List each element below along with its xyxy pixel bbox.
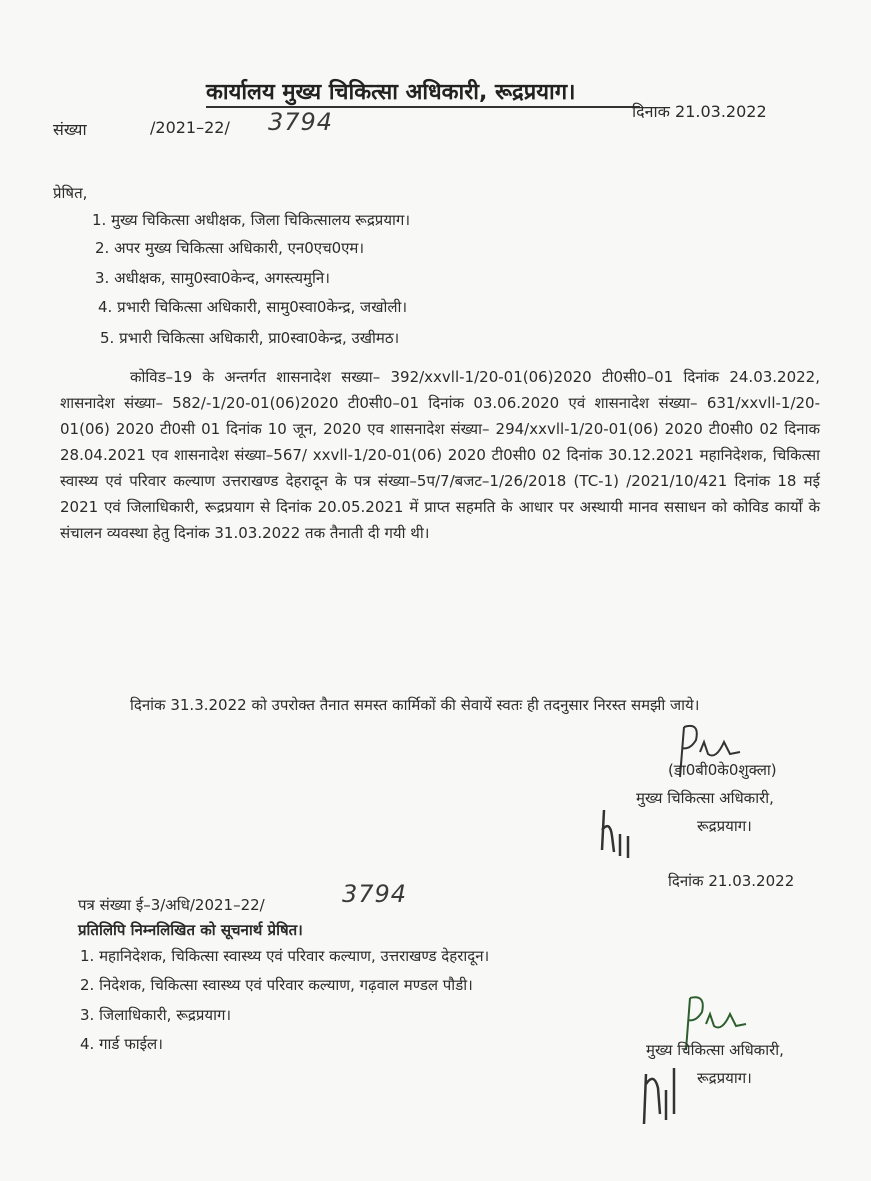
signatory-place: रूद्रप्रयाग। xyxy=(697,1069,752,1087)
recipient-item: 2. अपर मुख्य चिकित्सा अधिकारी, एन0एच0एम। xyxy=(95,239,365,257)
body-paragraph-2 xyxy=(60,692,820,718)
office-title: कार्यालय मुख्य चिकित्सा अधिकारी, रूद्रप्रयाग। xyxy=(206,80,576,105)
recipient-item: 1. मुख्य चिकित्सा अधीक्षक, जिला चिकित्सालय रूद्रप्रयाग। xyxy=(92,211,411,229)
signatory-designation: मुख्य चिकित्सा अधिकारी, xyxy=(646,1041,784,1059)
copy-item: 3. जिलाधिकारी, रूद्रप्रयाग। xyxy=(80,1006,232,1024)
copy-item: 1. महानिदेशक, चिकित्सा स्वास्थ्य एवं परिवार कल्याण, उत्तराखण्ड देहरादून। xyxy=(80,947,490,965)
body-paragraph-1 xyxy=(60,364,820,546)
copy-reference-handwritten-number: 3794 xyxy=(342,880,408,908)
recipient-item: 3. अधीक्षक, सामु0स्वा0केन्द, अगस्त्यमुनि। xyxy=(95,269,330,287)
initials-mark xyxy=(596,800,642,860)
recipient-item: 5. प्रभारी चिकित्सा अधिकारी, प्रा0स्वा0केन्द्र, उखीमठ। xyxy=(100,329,400,347)
signatory-name: (डा0बी0के0शुक्ला) xyxy=(668,761,777,779)
signatory-designation: मुख्य चिकित्सा अधिकारी, xyxy=(636,789,774,807)
recipients-label: प्रेषित, xyxy=(53,184,88,202)
copy-item: 2. निदेशक, चिकित्सा स्वास्थ्य एवं परिवार कल्याण, गढ़वाल मण्डल पौडी। xyxy=(80,976,473,994)
initials-mark xyxy=(636,1054,696,1130)
paragraph-2-text: दिनांक 31.3.2022 को उपरोक्त तैनात समस्त कार्मिकों की सेवायें स्वतः ही तदनुसार निरस्त समझी जाये। xyxy=(130,696,700,714)
reference-handwritten-number: 3794 xyxy=(268,108,334,136)
copy-item: 4. गार्ड फाईल। xyxy=(80,1035,163,1053)
copy-reference-prefix: पत्र संख्या ई–3/अधि/2021–22/ xyxy=(78,896,265,914)
signatory-place: रूद्रप्रयाग। xyxy=(697,817,752,835)
recipient-item: 4. प्रभारी चिकित्सा अधिकारी, सामु0स्वा0केन्द्र, जखोली। xyxy=(98,298,408,316)
reference-prefix: /2021–22/ xyxy=(150,118,230,137)
letter-date: दिनाक 21.03.2022 xyxy=(632,102,767,121)
paragraph-1-text: कोविड–19 के अन्तर्गत शासनादेश सख्या– 392/xxvll-1/20-01(06)2020 टी0सी0–01 दिनांक 24.03.2022, शासनादेश संख्या– 582/-1/20-01(06)2020 टी0सी0–01 दिनांक 03.06.2020 एवं शासनादेश संख्या– 631/xxvll-1/20-01(06) 2020 टी0सी 01 दिनांक 10 जून, 2020 एव शासनादेश संख्या– 294/xxvll-1/20-01(06) 2020 टी0सी0 02 दिनाक 28.04.2021 एव शासनादेश संख्या–567/ xxvll-1/20-01(06) 2020 टी0सी0 02 दिनांक 30.12.2021 महानिदेशक, चिकित्सा स्वास्थ्य एवं परिवार कल्याण उत्तराखण्ड देहरादून के पत्र संख्या–5प/7/बजट–1/26/2018 (TC-1) /2021/10/421 दिनांक 18 मई 2021 एवं जिलाधिकारी, रूद्रप्रयाग से दिनांक 20.05.2021 में प्राप्त सहमति के आधार पर अस्थायी मानव ससाधन को कोविड कार्यों के संचालन व्यवस्था हेतु दिनांक 31.03.2022 तक तैनाती दी गयी थी। xyxy=(60,368,820,542)
copy-date: दिनांक 21.03.2022 xyxy=(668,872,795,890)
reference-label: संख्या xyxy=(53,120,87,139)
copy-heading: प्रतिलिपि निम्नलिखित को सूचनार्थ प्रेषित। xyxy=(78,921,303,939)
